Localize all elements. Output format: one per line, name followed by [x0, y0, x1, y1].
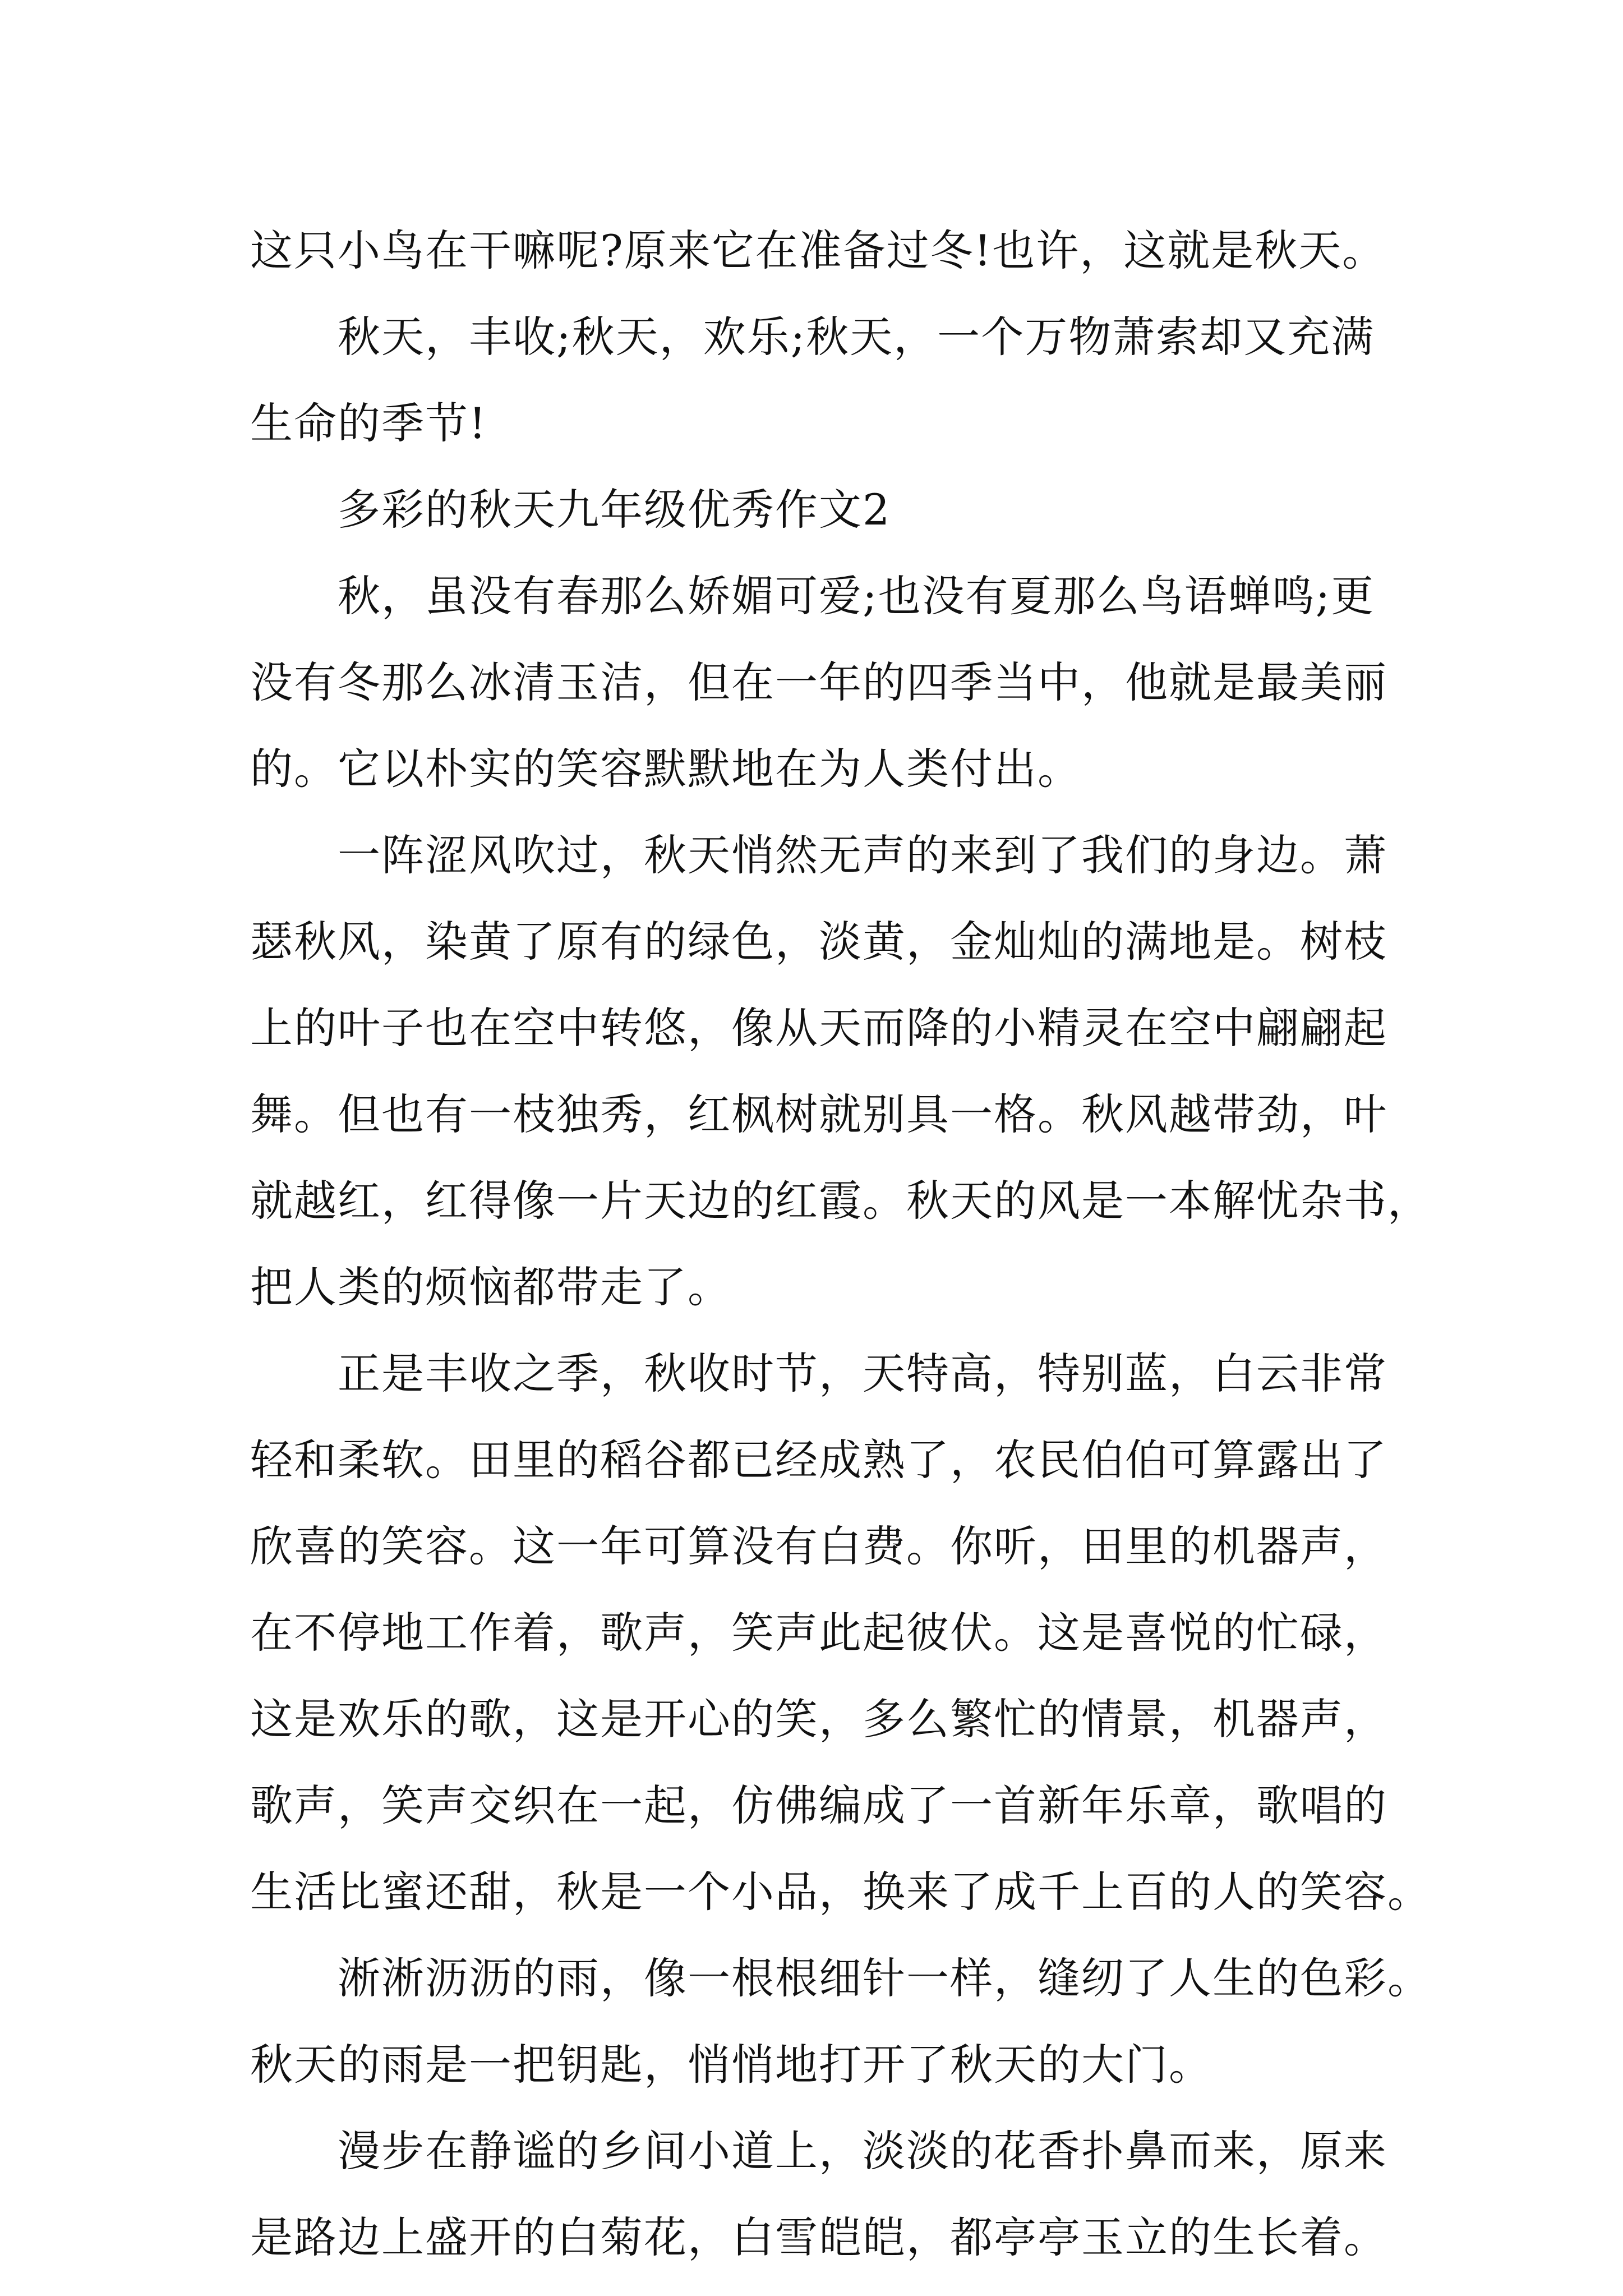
text-line: 没有冬那么冰清玉洁，但在一年的四季当中，他就是最美丽 [250, 657, 1387, 707]
text-line: 是路边上盛开的白菊花，白雪皑皑，都亭亭玉立的生长着。 [250, 2212, 1387, 2262]
section-heading: 多彩的秋天九年级优秀作文2 [338, 485, 891, 535]
text-line: 秋天的雨是一把钥匙，悄悄地打开了秋天的大门。 [250, 2040, 1212, 2090]
text-line: 这只小鸟在干嘛呢?原来它在准备过冬!也许，这就是秋天。 [250, 226, 1386, 275]
text-line: 轻和柔软。田里的稻谷都已经成熟了，农民伯伯可算露出了 [250, 1435, 1387, 1485]
text-line: 秋天，丰收;秋天，欢乐;秋天，一个万物萧索却又充满 [338, 312, 1375, 362]
text-line: 把人类的烦恼都带走了。 [250, 1262, 731, 1312]
text-line: 欣喜的笑容。这一年可算没有白费。你听，田里的机器声， [250, 1521, 1387, 1571]
text-line: 秋，虽没有春那么娇媚可爱;也没有夏那么鸟语蝉鸣;更 [338, 571, 1375, 621]
text-line: 就越红，红得像一片天边的红霞。秋天的风是一本解忧杂书， [250, 1176, 1431, 1226]
document-body [250, 208, 1431, 2281]
text-line: 在不停地工作着，歌声，笑声此起彼伏。这是喜悦的忙碌， [250, 1608, 1387, 1658]
text-line: 歌声，笑声交织在一起，仿佛编成了一首新年乐章，歌唱的 [250, 1780, 1387, 1830]
text-line: 生活比蜜还甜，秋是一个小品，换来了成千上百的人的笑容。 [250, 1867, 1431, 1917]
text-line: 生命的季节! [250, 398, 487, 448]
text-line: 正是丰收之季，秋收时节，天特高，特别蓝，白云非常 [338, 1349, 1387, 1398]
text-line: 上的叶子也在空中转悠，像从天而降的小精灵在空中翩翩起 [250, 1003, 1387, 1053]
text-line: 这是欢乐的歌，这是开心的笑，多么繁忙的情景，机器声， [250, 1694, 1387, 1744]
text-line: 淅淅沥沥的雨，像一根根细针一样，缝纫了人生的色彩。 [338, 1953, 1431, 2003]
text-line: 瑟秋风，染黄了原有的绿色，淡黄，金灿灿的满地是。树枝 [250, 917, 1387, 967]
text-line: 漫步在静谧的乡间小道上，淡淡的花香扑鼻而来，原来 [338, 2126, 1387, 2176]
text-line: 的。它以朴实的笑容默默地在为人类付出。 [250, 744, 1081, 794]
text-line: 一阵涩风吹过，秋天悄然无声的来到了我们的身边。萧 [338, 830, 1387, 880]
text-line: 舞。但也有一枝独秀，红枫树就别具一格。秋风越带劲，叶 [250, 1089, 1387, 1139]
